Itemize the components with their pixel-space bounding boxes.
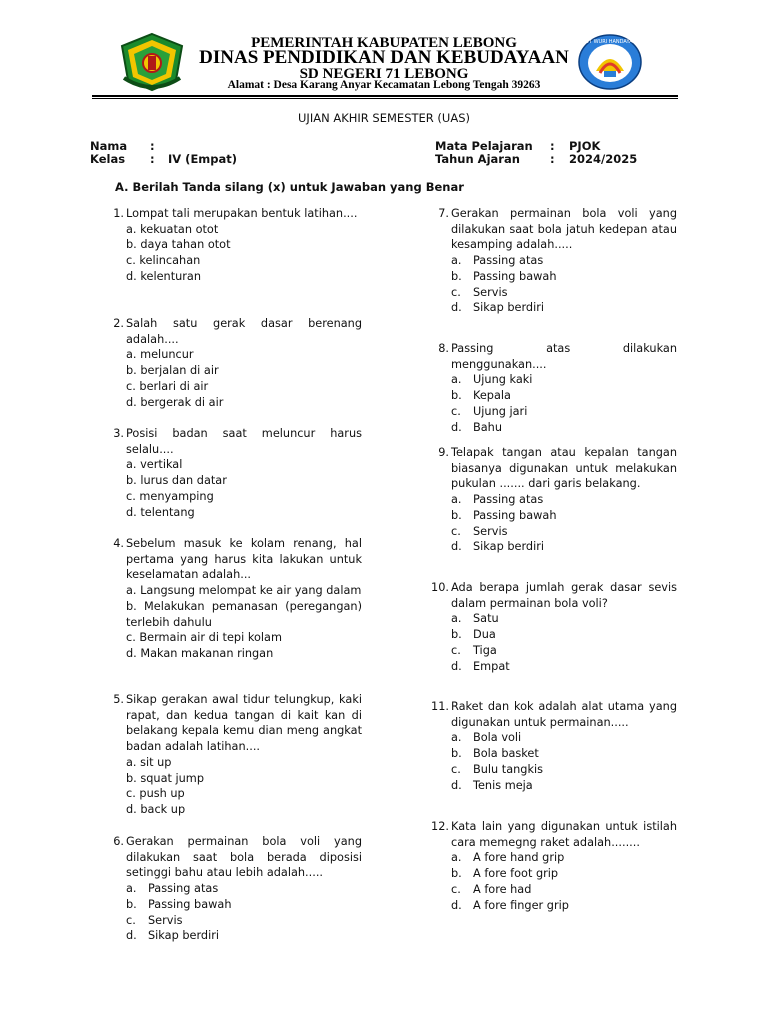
header-agency: DINAS PENDIDIKAN DAN KEBUDAYAAN [199,47,569,68]
tahun-label: Tahun Ajaran [435,152,520,166]
mapel-value: PJOK [569,139,601,153]
question-2: 2. Salah satu gerak dasar berenang adalah.... a. meluncur b. berjalan di air c. berlari di air d. bergerak di air [113,317,362,409]
nama-colon: : [150,139,155,153]
header-rule-thin [92,98,678,99]
header-address: Alamat : Desa Karang Anyar Kecamatan Lebong Tengah 39263 [227,79,541,91]
section-instruction: A. Berilah Tanda silang (x) untuk Jawaban yang Benar [115,180,464,194]
question-3: 3. Posisi badan saat meluncur harus selalu.... a. vertikal b. lurus dan datar c. menyamping d. telentang [113,427,362,519]
header-rule-thick [92,95,678,97]
question-1: 1. Lompat tali merupakan bentuk latihan.... a. kekuatan otot b. daya tahan otot c. kelincahan d. kelenturan [113,207,358,283]
nama-label: Nama [90,139,128,153]
header-school: SD NEGERI 71 LEBONG [299,66,469,82]
mapel-colon: : [550,139,555,153]
header-government: PEMERINTAH KABUPATEN LEBONG [251,35,517,51]
mapel-label: Mata Pelajaran [435,139,533,153]
logo-motto: TUT WURI HANDAYANI [582,39,638,45]
question-8: 8. Passing atas dilakukan menggunakan.... a. Ujung kaki b. Kepala c. Ujung jari d. Bahu [438,342,677,434]
kelas-colon: : [150,152,155,166]
question-9: 9. Telapak tangan atau kepalan tangan biasanya digunakan untuk melakukan pukulan ....... dari garis belakang. a. Passing atas b. Passing bawah c. Servis d. Sikap berdiri [438,446,677,554]
question-7: 7. Gerakan permainan bola voli yang dilakukan saat bola jatuh kedepan atau kesamping adalah..... a. Passing atas b. Passing bawah c. Servis d. Sikap berdiri [438,207,677,315]
question-10: 10. Ada berapa jumlah gerak dasar sevis dalam permainan bola voli? a. Satu b. Dua c. Tiga d. Empat [431,581,677,673]
question-6: 6. Gerakan permainan bola voli yang dilakukan saat bola berada diposisi setinggi bahu atau lebih adalah..... a. Passing atas b. Passing bawah c. Servis d. Sikap berdiri [113,835,362,943]
tahun-value: 2024/2025 [569,152,638,166]
question-12: 12. Kata lain yang digunakan untuk istilah cara memegng raket adalah........ a. A fore hand grip b. A fore foot grip c. A fore had d. A fore finger grip [431,820,677,912]
question-5: 5. Sikap gerakan awal tidur telungkup, kaki rapat, dan kedua tangan di kait kan di belakang kepala kemu dian meng angkat badan adalah latihan.... a. sit up b. squat jump c. push up d. back up [113,693,362,816]
tahun-colon: : [550,152,555,166]
kelas-value: IV (Empat) [168,152,238,166]
question-11: 11. Raket dan kok adalah alat utama yang digunakan untuk permainan..... a. Bola voli b. Bola basket c. Bulu tangkis d. Tenis meja [431,700,677,792]
question-4: 4. Sebelum masuk ke kolam renang, hal pertama yang harus kita lakukan untuk keselamatan adalah... a. Langsung melompat ke air yang dalam b. Melakukan pemanasan (peregangan) terlebih dahulu c. Bermain air di tepi kolam d. Makan makanan ringan [113,537,362,660]
kelas-label: Kelas [90,152,126,166]
exam-title: UJIAN AKHIR SEMESTER (UAS) [298,111,470,125]
